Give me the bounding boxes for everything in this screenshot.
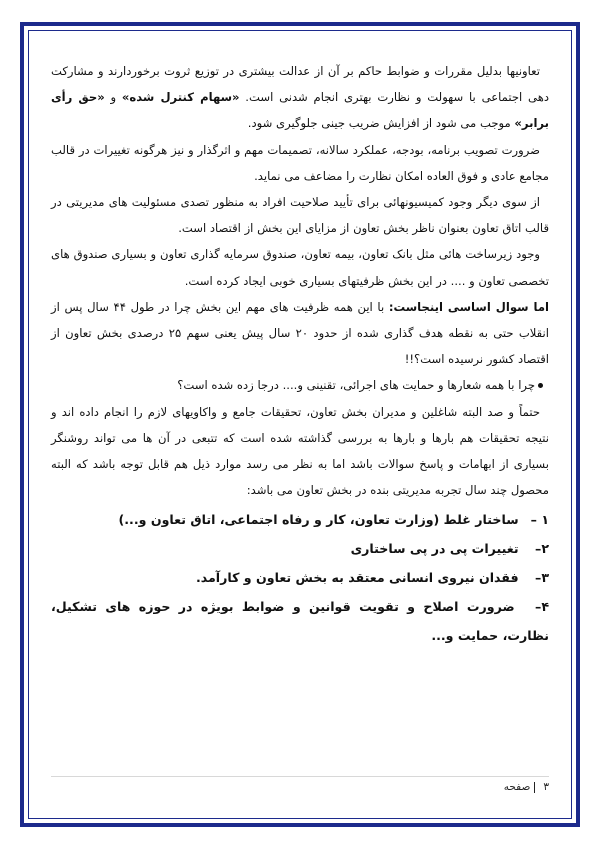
list-item-text: تغییرات پی در پی ساختاری bbox=[350, 541, 519, 557]
paragraph-2: ضرورت تصویب برنامه، بودجه، عملکرد سالانه، تصمیمات مهم و اثرگذار و نیز هرگونه تغییرات در قالب مجامع عادی و فوق العاده امکان نظارت را مضاعف می نماید. bbox=[51, 142, 549, 183]
paragraph-3: از سوی دیگر وجود کمیسیونهائی برای تأیید صلاحیت افراد به منظور تصدی مسئولیت های مدیریتی در قالب اتاق تعاون بعنوان ناظر بخش تعاون از مزایای این بخش از اقتصاد است. bbox=[51, 195, 549, 236]
list-item-1 bbox=[51, 505, 549, 534]
page-label: صفحه bbox=[503, 781, 531, 793]
main-question-text: با این همه ظرفیت های مهم این بخش چرا در طول ۴۴ سال پس از انقلاب حتی به نقطه هدف گذاری شده از حدود ۲۰ سال پیش یعنی سهم ۲۵ درصدی بخش تعاون از اقتصاد کشور نرسیده است؟!! bbox=[51, 299, 549, 367]
list-item-number: ۳– bbox=[535, 570, 549, 586]
list-item-text: ساختار غلط (وزارت تعاون، کار و رفاه اجتماعی، اتاق تعاون و...) bbox=[118, 512, 519, 528]
numbered-list bbox=[51, 505, 549, 650]
list-item-text: ضرورت اصلاح و تقویت قوانین و ضوابط بویژه در حوزه های تشکیل، نظارت، حمایت و... bbox=[51, 599, 549, 644]
footer-divider bbox=[51, 776, 549, 777]
bullet-dot-icon bbox=[538, 383, 543, 388]
paragraph-1-text-d: موجب می شود از افزایش ضریب جینی جلوگیری شود. bbox=[247, 116, 515, 131]
page-number: ۳ bbox=[543, 781, 549, 793]
term-equal-vote: «حق رأی برابر» bbox=[51, 90, 549, 131]
footer-separator bbox=[534, 782, 535, 793]
list-item-2 bbox=[51, 534, 549, 563]
paragraph-1-text-c: و bbox=[104, 90, 122, 105]
document-body bbox=[51, 58, 549, 650]
main-question-label: اما سوال اساسی اینجاست: bbox=[388, 299, 550, 314]
list-item-number: ۲– bbox=[535, 541, 549, 557]
bullet-text: چرا با همه شعارها و حمایت های اجرائی، تقنینی و.... درجا زده شده است؟ bbox=[177, 378, 535, 393]
term-controlled-shares: «سهام کنترل شده» bbox=[121, 90, 240, 105]
paragraph-6: حتماً و صد البته شاغلین و مدیران بخش تعاون، تحقیقات جامع و واکاویهای لازم را انجام داده اند و نتیجه تحقیقات هم بارها و بارها به بررسی گذاشته شده است که تتبعی در آن ها می تواند روشنگر بسیاری از ابهامات و پاسخ سوالات باشد اما به نظر می رسد موارد ذیل هم قابل توجه باشد که البته محصول چند سال تجربه مدیریتی بنده در بخش تعاون می باشد: bbox=[51, 404, 549, 498]
list-item-text: فقدان نیروی انسانی معتقد به بخش تعاون و کارآمد. bbox=[195, 570, 519, 586]
paragraph-5 bbox=[51, 294, 549, 373]
list-item-number: ۴– bbox=[535, 599, 549, 615]
paragraph-4: وجود زیرساخت هائی مثل بانک تعاون، بیمه تعاون، صندوق سرمایه گذاری تعاون و بسیاری صندوق های تخصصی تعاون و .... در این بخش ظرفیتهای بسیاری خوبی ایجاد کرده است. bbox=[51, 247, 549, 288]
list-item-3 bbox=[51, 563, 549, 592]
paragraph-1 bbox=[51, 58, 549, 137]
page-footer bbox=[51, 781, 549, 793]
bullet-item bbox=[51, 372, 549, 398]
list-item-number: ۱ – bbox=[530, 512, 549, 528]
paragraph-1-text-a: تعاونیها بدلیل مقررات و ضوابط حاکم بر آن از عدالت بیشتری در توزیع ثروت برخوردارند و مشارکت دهی اجتماعی با سهولت و نظارت بهتری انجام شدنی است. bbox=[51, 64, 550, 105]
list-item-4 bbox=[51, 592, 549, 650]
